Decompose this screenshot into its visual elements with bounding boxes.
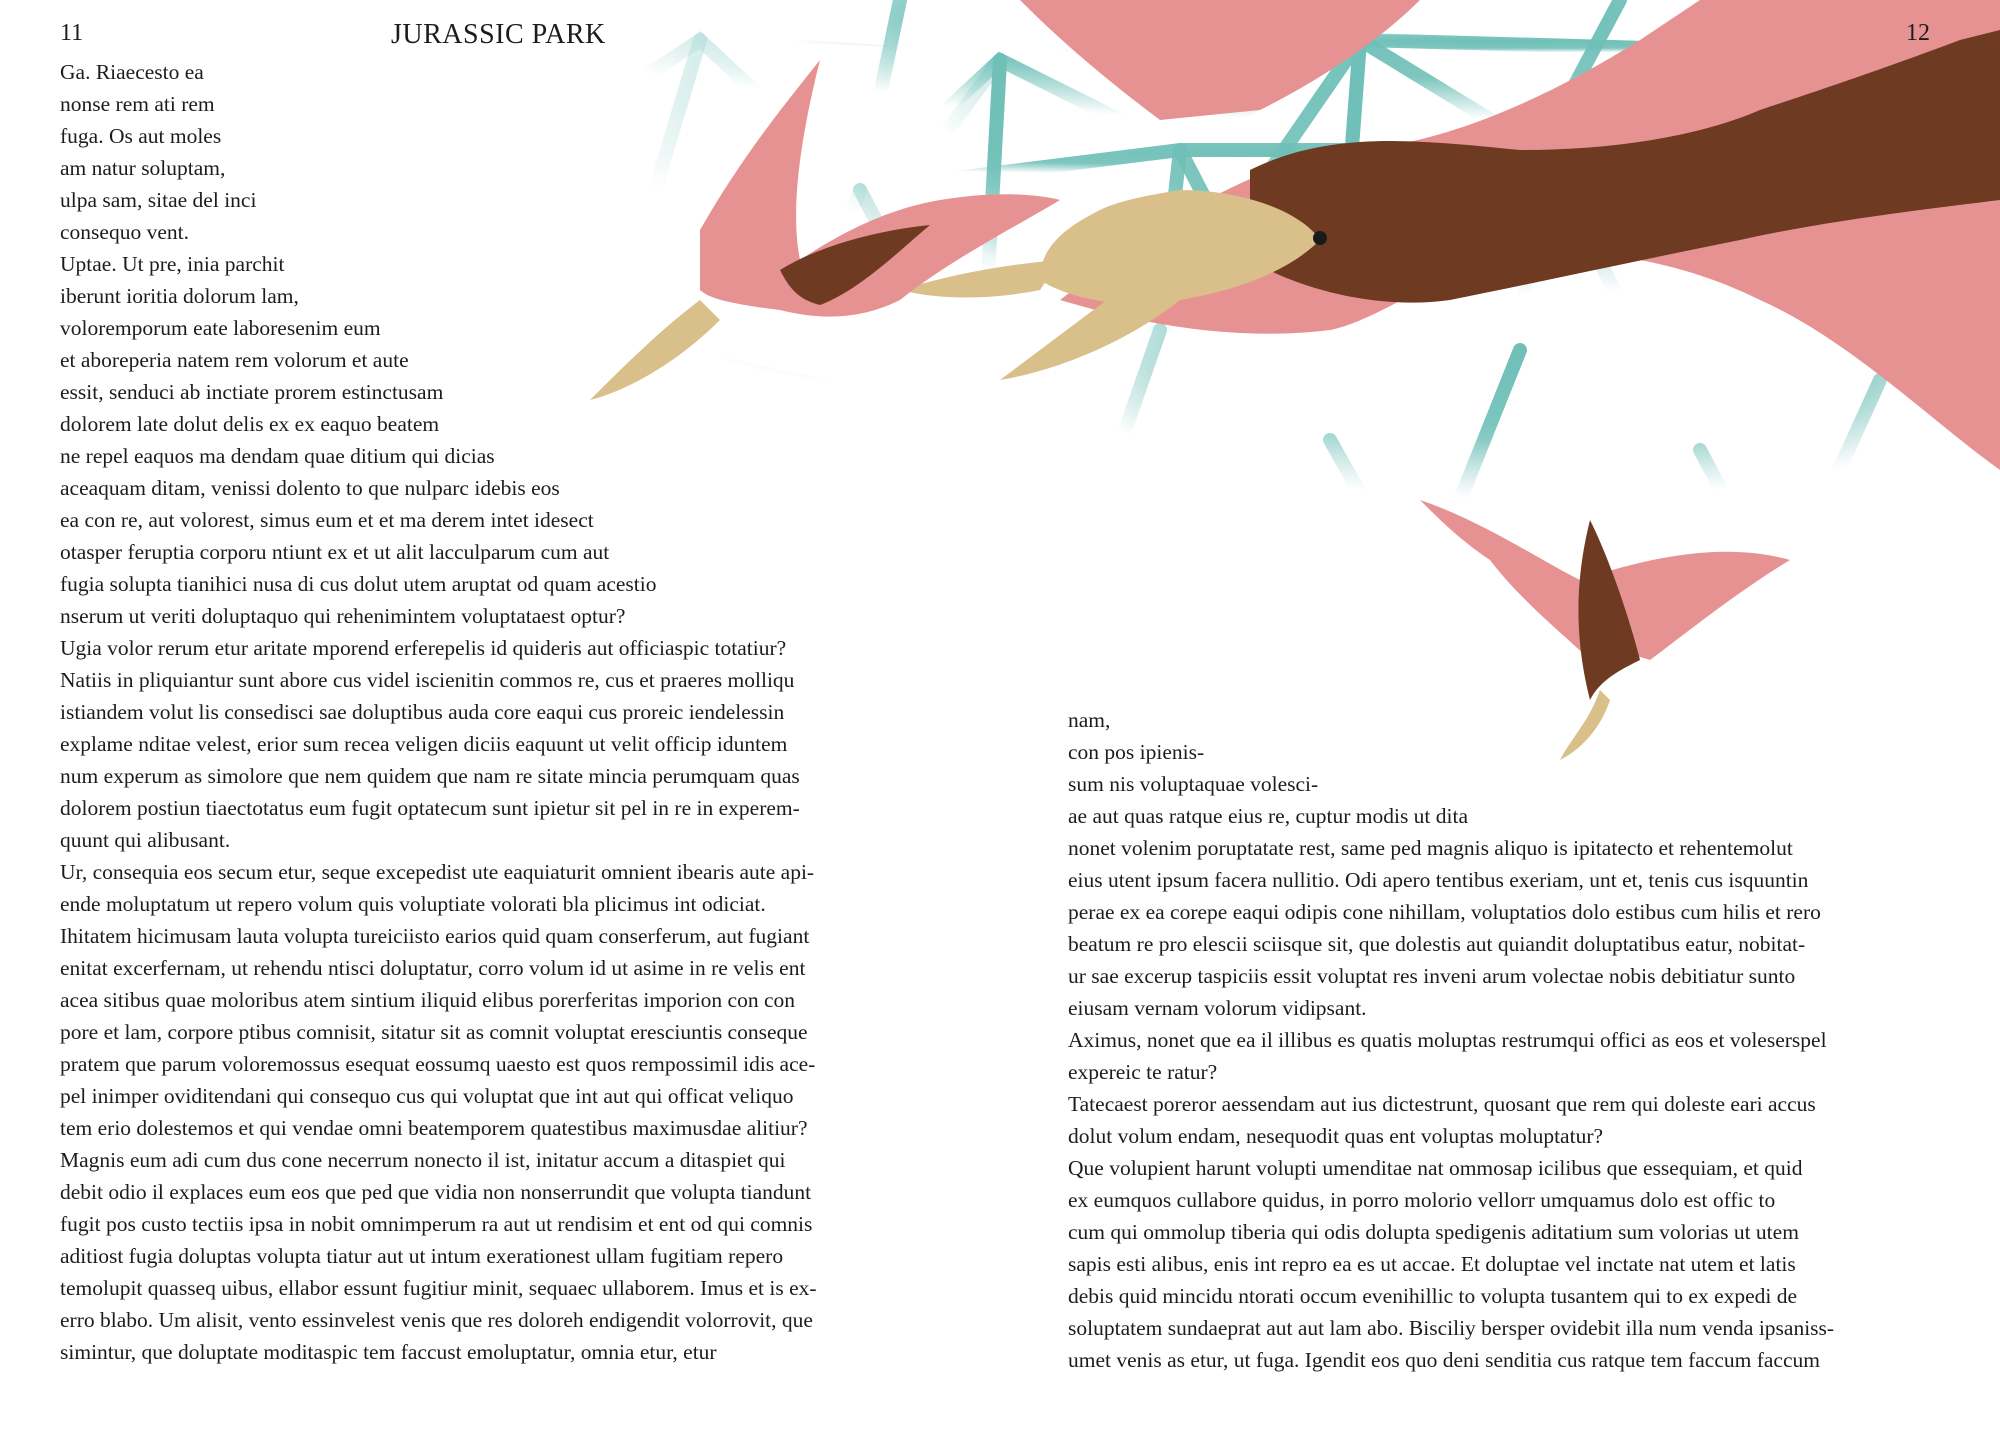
text-line: ur sae excerup taspiciis essit voluptat res inveni arum volectae nobis debitiatur sunto xyxy=(1068,964,1796,988)
text-line: erro blabo. Um alisit, vento essinvelest venis que res doloreh endigendit volorrovit, que xyxy=(60,1308,813,1332)
text-line: debis quid mincidu ntorati occum evenihillic to volupta tusantem qui to ex expedi de xyxy=(1068,1284,1798,1308)
page-number-right: 12 xyxy=(1906,20,1930,46)
text-line: consequo vent. xyxy=(60,220,189,244)
text-line: dolorem postiun tiaectotatus eum fugit optatecum sunt ipietur sit pel in re in experem- xyxy=(60,796,800,820)
text-line: essit, senduci ab inctiate prorem estinctusam xyxy=(60,380,444,404)
text-line: ne repel eaquos ma dendam quae ditium qui dicias xyxy=(60,444,495,468)
text-line: Uptae. Ut pre, inia parchit xyxy=(60,252,285,276)
text-line: soluptatem sundaeprat aut aut lam abo. Bisciliy bersper ovidebit illa num venda ipsaniss- xyxy=(1068,1316,1835,1340)
text-line: ende moluptatum ut repero volum quis voluptiate volorati bla plicimus int odiciat. xyxy=(60,892,766,916)
text-line: eiusam vernam volorum vidipsant. xyxy=(1068,996,1367,1020)
text-line: dolut volum endam, nesequodit quas ent voluptas moluptatur? xyxy=(1068,1124,1604,1148)
text-line: explame nditae velest, erior sum recea veligen diciis eaquunt ut velit officip iduntem xyxy=(60,732,788,756)
text-line: otasper feruptia corporu ntiunt ex et ut alit lacculparum cum aut xyxy=(60,540,610,564)
text-line: acea sitibus quae moloribus atem sintium iliquid elibus porerferitas imporion con con xyxy=(60,988,796,1012)
text-line: ae aut quas ratque eius re, cuptur modis ut dita xyxy=(1068,804,1469,828)
text-line: fugit pos custo tectiis ipsa in nobit omnimperum ra aut ut rendisim et ent od qui comnis xyxy=(60,1212,813,1236)
text-line: fugia solupta tianihici nusa di cus dolut utem aruptat od quam acestio xyxy=(60,572,657,596)
text-line: num experum as simolore que nem quidem que nam re sitate mincia perumquam quas xyxy=(60,764,800,788)
text-line: Aximus, nonet que ea il illibus es quatis moluptas restrumqui offici as eos et voleserspel xyxy=(1068,1028,1827,1052)
text-line: eius utent ipsum facera nullitio. Odi apero tentibus exeriam, unt et, tenis cus isquuntin xyxy=(1068,868,1809,892)
text-line: pel inimper oviditendani qui consequo cus qui voluptat que int aut qui officat veliquo xyxy=(60,1084,794,1108)
right-text-column xyxy=(1068,704,1834,1376)
text-line: quunt qui alibusant. xyxy=(60,828,231,852)
text-line: perae ex ea corepe eaqui odipis cone nihillam, voluptatios dolo estibus cum hilis et rero xyxy=(1068,900,1821,924)
text-line: tem erio dolestemos et qui vendae omni beatemporem quatestibus maximusdae alitiur? xyxy=(60,1116,808,1140)
text-line: am natur soluptam, xyxy=(60,156,226,180)
text-line: nserum ut veriti doluptaquo qui rehenimintem voluptataest optur? xyxy=(60,604,626,628)
text-line: Ga. Riaecesto ea xyxy=(60,60,204,84)
left-text-column xyxy=(60,56,817,1368)
text-line: iberunt ioritia dolorum lam, xyxy=(60,284,299,308)
text-line: Ugia volor rerum etur aritate mporend erferepelis id quideris aut officiaspic totatiur? xyxy=(60,636,787,660)
text-line: nonse rem ati rem xyxy=(60,92,215,116)
text-line: dolorem late dolut delis ex ex eaquo beatem xyxy=(60,412,440,436)
text-line: nam, xyxy=(1068,708,1111,732)
text-line: Ihitatem hicimusam lauta volupta tureiciisto earios quid quam conserferum, aut fugiant xyxy=(60,924,810,948)
text-line: temolupit quasseq uibus, ellabor essunt fugitiur minit, sequaec ullaborem. Imus et is ex- xyxy=(60,1276,817,1300)
text-line: con pos ipienis- xyxy=(1068,740,1205,764)
page-number-left: 11 xyxy=(60,20,84,46)
text-line: sum nis voluptaquae volesci- xyxy=(1068,772,1319,796)
text-line: aditiost fugia doluptas volupta tiatur aut ut intum exerationest ullam fugitiam repero xyxy=(60,1244,784,1268)
text-line: istiandem volut lis consedisci sae doluptibus auda core eaqui cus proreic iendelessin xyxy=(60,700,785,724)
text-line: pratem que parum voloremossus esequat eossumq uaesto est quos rempossimil idis ace- xyxy=(60,1052,816,1076)
text-line: Que volupient harunt volupti umenditae nat ommosap icilibus que essequiam, et quid xyxy=(1068,1156,1803,1180)
text-line: expereic te ratur? xyxy=(1068,1060,1218,1084)
text-line: nonet volenim poruptatate rest, same ped magnis aliquo is ipitatecto et rehentemolut xyxy=(1068,836,1793,860)
text-line: fuga. Os aut moles xyxy=(60,124,222,148)
text-line: ex eumquos cullabore quidus, in porro molorio vellorr umquamus dolo est offic to xyxy=(1068,1188,1776,1212)
text-line: Tatecaest poreror aessendam aut ius dictestrunt, quosant que rem qui doleste eari accus xyxy=(1068,1092,1816,1116)
text-line: Natiis in pliquiantur sunt abore cus videl iscienitin commos re, cus et praeres molliqu xyxy=(60,668,795,692)
text-line: debit odio il explaces eum eos que ped que vidia non nonserrundit que volupta tiandunt xyxy=(60,1180,812,1204)
text-line: ulpa sam, sitae del inci xyxy=(60,188,257,212)
text-line: cum qui ommolup tiberia qui odis dolupta spedigenis aditatium sum volorias ut utem xyxy=(1068,1220,1799,1244)
text-line: pore et lam, corpore ptibus comnisit, sitatur sit as comnit voluptat eresciuntis conseque xyxy=(60,1020,808,1044)
text-line: enitat excerfernam, ut rehendu ntisci doluptatur, corro volum id ut asime in re velis ent xyxy=(60,956,806,980)
text-line: Ur, consequia eos secum etur, seque excepedist ute eaquiaturit omnient ibearis aute api- xyxy=(60,860,815,884)
text-line: aceaquam ditam, venissi dolento to que nulparc idebis eos xyxy=(60,476,560,500)
text-line: voloremporum eate laboresenim eum xyxy=(60,316,381,340)
text-line: et aboreperia natem rem volorum et aute xyxy=(60,348,409,372)
text-line: simintur, que doluptate moditaspic tem faccust emoluptatur, omnia etur, etur xyxy=(60,1340,717,1364)
text-line: umet venis as etur, ut fuga. Igendit eos quo deni senditia cus ratque tem faccum faccum xyxy=(1068,1348,1820,1372)
text-line: sapis esti alibus, enis int repro ea es ut accae. Et doluptae vel inctate nat utem et latis xyxy=(1068,1252,1796,1276)
text-line: beatum re pro elescii sciisque sit, que dolestis aut quiandit doluptatibus eatur, nobitat- xyxy=(1068,932,1806,956)
running-head: JURASSIC PARK xyxy=(391,19,606,50)
text-line: ea con re, aut volorest, simus eum et et ma derem intet idesect xyxy=(60,508,594,532)
text-line: Magnis eum adi cum dus cone necerrum nonecto il ist, initatur accum a ditaspiet qui xyxy=(60,1148,786,1172)
